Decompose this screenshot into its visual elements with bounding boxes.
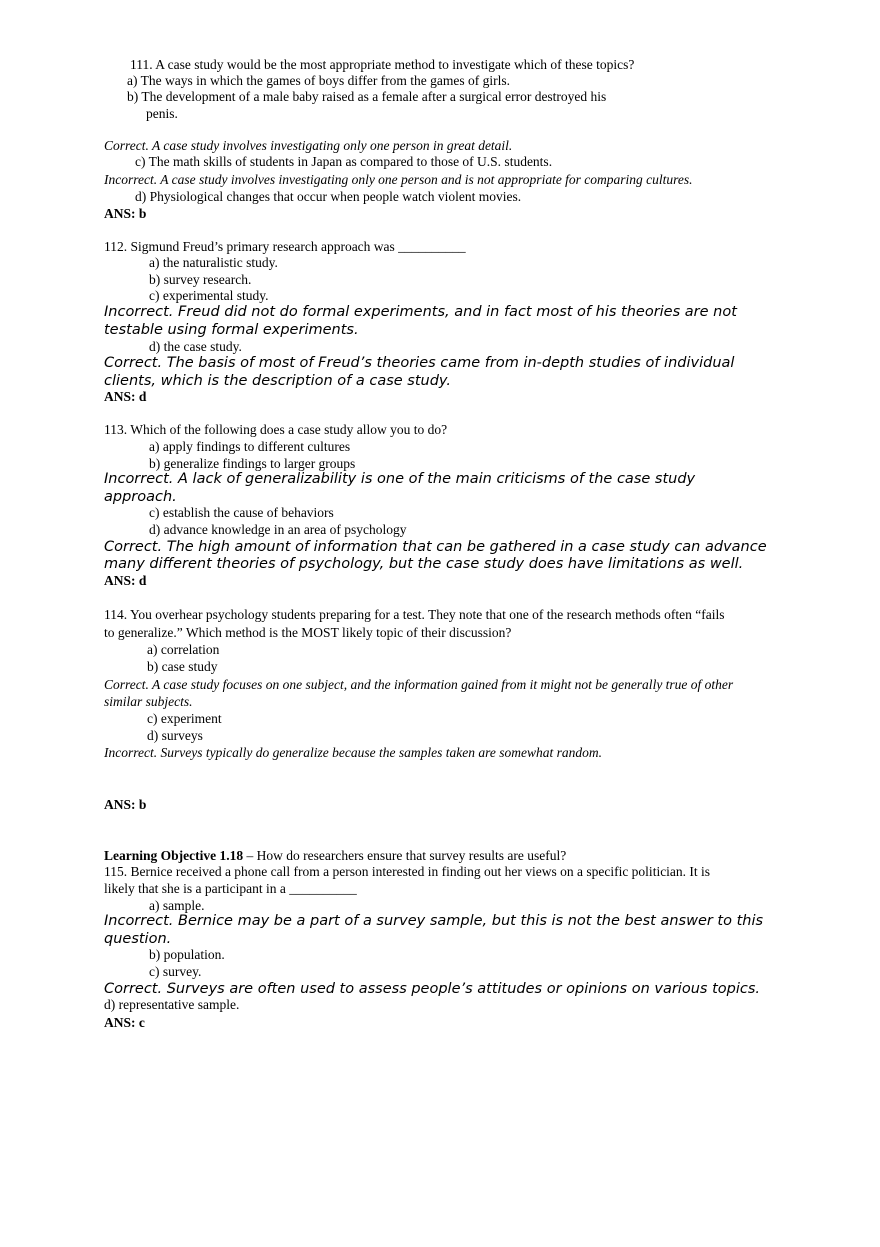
q112-stem: 112. Sigmund Freud’s primary research approach was __________ — [104, 239, 466, 254]
q115-feedback-a: Incorrect. Bernice may be a part of a survey sample, but this is not the best answer to this — [104, 913, 764, 929]
q111-option-b: b) The development of a male baby raised as a female after a surgical error destroyed his — [127, 89, 607, 104]
q111-answer: ANS: b — [104, 206, 147, 221]
q115-feedback-c: Correct. Surveys are often used to assess people’s attitudes or opinions on various topics. — [104, 981, 760, 997]
q112-feedback-c: Incorrect. Freud did not do formal experiments, and in fact most of his theories are not — [104, 304, 737, 320]
q112-option-d: d) the case study. — [149, 339, 242, 354]
q113-feedback-b-cont: approach. — [104, 489, 177, 505]
q115-stem: 115. Bernice received a phone call from a person interested in finding out her views on a specific politician. It is — [104, 864, 711, 879]
q111-option-a: a) The ways in which the games of boys differ from the games of girls. — [127, 73, 511, 88]
q113-option-d: d) advance knowledge in an area of psychology — [149, 522, 407, 537]
q115-option-c: c) survey. — [149, 964, 202, 979]
q114-stem: 114. You overhear psychology students preparing for a test. They note that one of the research methods often “fails — [104, 607, 725, 622]
q111-feedback-c: Incorrect. A case study involves investigating only one person and is not appropriate for comparing cultures. — [104, 172, 693, 187]
q111-option-c: c) The math skills of students in Japan as compared to those of U.S. students. — [135, 154, 553, 169]
q112-option-c: c) experimental study. — [149, 288, 269, 303]
q113-feedback-b: Incorrect. A lack of generalizability is one of the main criticisms of the case study — [104, 471, 696, 487]
q112-feedback-d-cont: clients, which is the description of a case study. — [104, 373, 451, 389]
q111-option-b-cont: penis. — [146, 106, 178, 121]
q112-feedback-d: Correct. The basis of most of Freud’s theories came from in-depth studies of individual — [104, 355, 735, 371]
q112-option-a: a) the naturalistic study. — [149, 255, 278, 270]
q113-answer: ANS: d — [104, 573, 147, 588]
q114-feedback-b-cont: similar subjects. — [104, 694, 193, 709]
q111-feedback-b: Correct. A case study involves investigating only one person in great detail. — [104, 138, 513, 153]
q114-option-c: c) experiment — [147, 711, 222, 726]
q114-stem-cont: to generalize.” Which method is the MOST likely topic of their discussion? — [104, 625, 512, 640]
q114-feedback-d: Incorrect. Surveys typically do generalize because the samples taken are somewhat random. — [104, 745, 603, 760]
q113-option-c: c) establish the cause of behaviors — [149, 505, 334, 520]
q112-feedback-c-cont: testable using formal experiments. — [104, 322, 359, 338]
q114-feedback-b: Correct. A case study focuses on one subject, and the information gained from it might not be generally true of other — [104, 677, 734, 692]
q114-answer: ANS: b — [104, 797, 147, 812]
q112-answer: ANS: d — [104, 389, 147, 404]
q111-stem: 111. A case study would be the most appropriate method to investigate which of these topics? — [130, 57, 635, 72]
q115-feedback-a-cont: question. — [104, 931, 172, 947]
q114-option-d: d) surveys — [147, 728, 203, 743]
q113-feedback-d-cont: many different theories of psychology, but the case study does have limitations as well. — [104, 556, 744, 572]
learning-objective-text: – How do researchers ensure that survey results are useful? — [243, 848, 567, 863]
q115-stem-cont: likely that she is a participant in a __________ — [104, 881, 357, 896]
q115-option-b: b) population. — [149, 947, 225, 962]
q113-option-a: a) apply findings to different cultures — [149, 439, 351, 454]
q115-answer: ANS: c — [104, 1015, 145, 1030]
learning-objective — [104, 848, 566, 864]
q114-option-a: a) correlation — [147, 642, 220, 657]
q113-feedback-d: Correct. The high amount of information that can be gathered in a case study can advance — [104, 539, 767, 555]
q111-option-d: d) Physiological changes that occur when people watch violent movies. — [135, 189, 522, 204]
q114-option-b: b) case study — [147, 659, 218, 674]
q115-option-d: d) representative sample. — [104, 997, 240, 1012]
q113-option-b: b) generalize findings to larger groups — [149, 456, 356, 471]
q115-option-a: a) sample. — [149, 898, 205, 913]
learning-objective-label: Learning Objective 1.18 — [104, 848, 244, 863]
q112-option-b: b) survey research. — [149, 272, 252, 287]
q113-stem: 113. Which of the following does a case study allow you to do? — [104, 422, 448, 437]
